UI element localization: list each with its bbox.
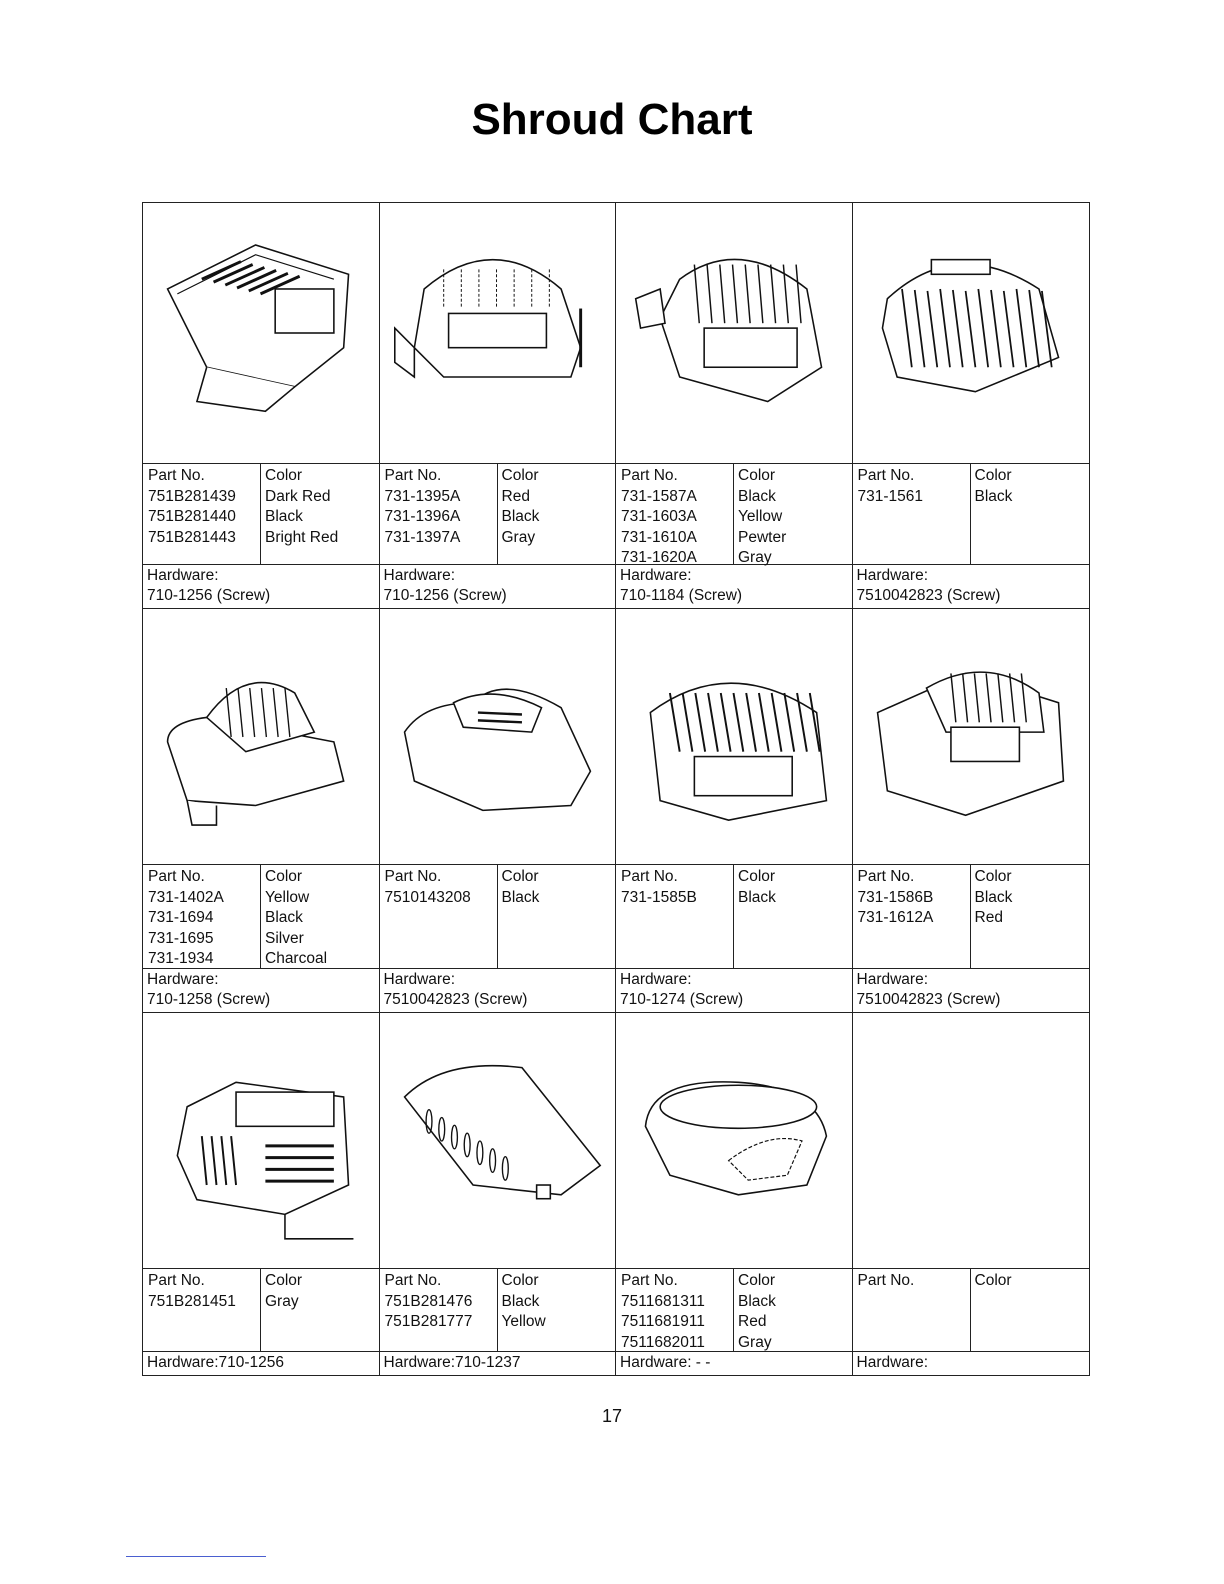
part-number-header: Part No. bbox=[384, 868, 442, 885]
color-column bbox=[498, 1269, 616, 1351]
part-number-column bbox=[616, 1269, 734, 1351]
hardware-value: 7510042823 (Screw) bbox=[856, 991, 1001, 1008]
part-color: Black bbox=[738, 487, 776, 505]
hardware-label: Hardware: bbox=[383, 567, 455, 584]
shroud-illustration bbox=[616, 203, 852, 464]
hardware-info bbox=[380, 565, 616, 608]
hardware-value: 710-1258 (Screw) bbox=[147, 991, 271, 1008]
hardware-info bbox=[616, 1352, 852, 1375]
shroud-illustration bbox=[616, 609, 852, 865]
shroud-cell bbox=[853, 609, 1090, 1012]
shroud-illustration bbox=[143, 203, 379, 464]
shroud-cell bbox=[616, 203, 853, 608]
part-number: 731-1612A bbox=[857, 909, 934, 926]
part-number: 731-1587A bbox=[621, 487, 697, 505]
parts-table bbox=[853, 1269, 1090, 1352]
shroud-illustration bbox=[616, 1013, 852, 1269]
part-color: Red bbox=[738, 1313, 767, 1330]
shroud-illustration bbox=[380, 609, 616, 865]
shroud-cell bbox=[616, 609, 853, 1012]
part-number: 731-1585B bbox=[621, 888, 697, 906]
part-color: Dark Red bbox=[265, 487, 331, 505]
hardware-label: Hardware: bbox=[856, 1354, 928, 1371]
shroud-dome-grille-icon bbox=[858, 228, 1083, 438]
page-title: Shroud Chart bbox=[471, 95, 753, 144]
color-column bbox=[971, 464, 1090, 564]
parts-table bbox=[853, 865, 1090, 969]
part-number-header: Part No. bbox=[621, 1272, 678, 1289]
part-color: Black bbox=[738, 1292, 776, 1310]
shroud-cell bbox=[380, 609, 617, 1012]
part-number-header: Part No. bbox=[384, 467, 442, 484]
hardware-info bbox=[853, 565, 1090, 608]
color-header: Color bbox=[501, 1272, 539, 1289]
part-number: 731-1395A bbox=[384, 487, 461, 505]
hardware-info bbox=[380, 1352, 616, 1375]
shroud-cell bbox=[143, 609, 380, 1012]
color-column bbox=[261, 865, 379, 968]
part-number: 731-1610A bbox=[621, 528, 697, 546]
color-column bbox=[498, 464, 616, 564]
part-number-column bbox=[616, 865, 734, 968]
parts-table bbox=[616, 1269, 852, 1352]
part-color: Silver bbox=[265, 929, 304, 947]
hardware-label: Hardware:710-1256 bbox=[147, 1354, 285, 1371]
parts-table bbox=[616, 464, 852, 565]
hardware-info bbox=[616, 969, 852, 1012]
part-number: 731-1603A bbox=[621, 508, 697, 525]
color-header: Color bbox=[265, 467, 303, 484]
part-number-header: Part No. bbox=[857, 467, 915, 484]
part-number: 731-1620A bbox=[621, 549, 697, 566]
hardware-info bbox=[143, 1352, 379, 1375]
part-number: 751B281451 bbox=[148, 1292, 236, 1310]
shroud-illustration bbox=[380, 1013, 616, 1269]
shroud-boxy-grille-icon bbox=[858, 632, 1083, 842]
part-number: 7511681911 bbox=[621, 1313, 705, 1330]
shroud-illustration bbox=[853, 1013, 1090, 1269]
part-number: 731-1561 bbox=[857, 487, 924, 505]
part-color: Yellow bbox=[265, 888, 310, 906]
shroud-ribbed-window-icon bbox=[621, 632, 846, 842]
hardware-value: 710-1256 (Screw) bbox=[147, 587, 271, 604]
part-number-header: Part No. bbox=[148, 1272, 205, 1289]
part-color: Black bbox=[501, 508, 540, 525]
hardware-label: Hardware: bbox=[383, 971, 455, 988]
part-color: Gray bbox=[738, 549, 772, 566]
hardware-label: Hardware: bbox=[856, 971, 928, 988]
color-header: Color bbox=[738, 1272, 776, 1289]
shroud-cell bbox=[853, 203, 1090, 608]
parts-table bbox=[380, 865, 616, 969]
hardware-label: Hardware: bbox=[856, 567, 928, 584]
part-color: Gray bbox=[501, 528, 536, 546]
part-number: 731-1694 bbox=[148, 909, 214, 926]
part-color: Black bbox=[501, 1292, 540, 1310]
part-color: Black bbox=[265, 508, 303, 525]
parts-table bbox=[380, 464, 616, 565]
part-number: 731-1397A bbox=[384, 528, 461, 546]
part-number-column bbox=[143, 865, 261, 968]
part-number-column bbox=[380, 865, 498, 968]
part-number: 7511682011 bbox=[621, 1333, 705, 1351]
shroud-cell bbox=[616, 1013, 853, 1375]
part-number-column bbox=[143, 464, 261, 564]
color-header: Color bbox=[501, 868, 539, 885]
hardware-value: 7510042823 (Screw) bbox=[383, 991, 528, 1008]
part-color: Black bbox=[738, 888, 776, 906]
hardware-value: 710-1256 (Screw) bbox=[383, 587, 507, 604]
part-number: 731-1934 bbox=[148, 950, 214, 967]
shroud-cell bbox=[853, 1013, 1090, 1375]
part-number: 7510143208 bbox=[384, 888, 471, 906]
hardware-label: Hardware: bbox=[147, 971, 219, 988]
hardware-info bbox=[380, 969, 616, 1012]
part-number: 731-1396A bbox=[384, 508, 461, 525]
part-color: Yellow bbox=[501, 1313, 546, 1330]
part-number-column bbox=[853, 1269, 971, 1351]
part-number: 751B281777 bbox=[384, 1313, 473, 1330]
hardware-value: 710-1274 (Screw) bbox=[620, 991, 744, 1008]
shroud-illustration bbox=[380, 203, 616, 464]
shroud-illustration bbox=[143, 609, 379, 865]
color-column bbox=[734, 464, 852, 564]
color-column bbox=[734, 865, 852, 968]
hardware-info bbox=[616, 565, 852, 608]
shroud-rounded-grille-icon bbox=[385, 228, 610, 438]
part-number: 751B281476 bbox=[384, 1292, 473, 1310]
part-color: Pewter bbox=[738, 528, 787, 546]
parts-table bbox=[380, 1269, 616, 1352]
part-number-header: Part No. bbox=[148, 467, 205, 484]
part-number-header: Part No. bbox=[621, 467, 678, 484]
part-number: 7511681311 bbox=[621, 1292, 705, 1310]
part-color: Black bbox=[501, 888, 540, 906]
parts-table bbox=[143, 865, 379, 969]
hardware-value: 710-1184 (Screw) bbox=[620, 587, 743, 604]
part-color: Yellow bbox=[738, 508, 783, 525]
part-number-header: Part No. bbox=[857, 868, 915, 885]
part-color: Red bbox=[501, 487, 530, 505]
color-header: Color bbox=[501, 467, 539, 484]
parts-table bbox=[143, 1269, 379, 1352]
color-header: Color bbox=[974, 467, 1012, 484]
color-column bbox=[734, 1269, 852, 1351]
color-column bbox=[261, 1269, 379, 1351]
part-number-column bbox=[380, 1269, 498, 1351]
part-number: 751B281440 bbox=[148, 508, 236, 525]
color-column bbox=[971, 1269, 1090, 1351]
part-color: Red bbox=[974, 909, 1003, 926]
shroud-chart-table bbox=[142, 202, 1090, 1376]
part-number-column bbox=[853, 464, 971, 564]
part-number-column bbox=[616, 464, 734, 564]
shroud-smooth-dome-icon bbox=[385, 632, 610, 842]
shroud-slotted-icon bbox=[148, 228, 373, 438]
shroud-slim-vented-icon bbox=[385, 1036, 610, 1246]
part-number-header: Part No. bbox=[621, 868, 678, 885]
chart-row bbox=[143, 203, 1089, 608]
part-color: Black bbox=[974, 888, 1013, 906]
color-column bbox=[498, 865, 616, 968]
part-number: 751B281439 bbox=[148, 487, 236, 505]
hardware-label: Hardware:710-1237 bbox=[383, 1354, 521, 1371]
hardware-info bbox=[853, 969, 1090, 1012]
shroud-cell bbox=[143, 203, 380, 608]
part-color: Bright Red bbox=[265, 528, 339, 546]
hardware-label: Hardware: bbox=[620, 567, 692, 584]
footer-divider bbox=[126, 1556, 266, 1557]
part-color: Gray bbox=[738, 1333, 772, 1351]
part-number: 751B281443 bbox=[148, 528, 236, 546]
chart-row bbox=[143, 1012, 1089, 1375]
part-color: Gray bbox=[265, 1292, 299, 1310]
parts-table bbox=[616, 865, 852, 969]
hardware-value: 7510042823 (Screw) bbox=[856, 587, 1001, 604]
part-number-header: Part No. bbox=[857, 1272, 915, 1289]
hardware-info bbox=[143, 565, 379, 608]
shroud-illustration bbox=[853, 609, 1090, 865]
parts-table bbox=[143, 464, 379, 565]
color-column bbox=[261, 464, 379, 564]
color-column bbox=[971, 865, 1090, 968]
page-number: 17 bbox=[601, 1406, 623, 1426]
shroud-illustration bbox=[853, 203, 1090, 464]
part-color: Black bbox=[974, 487, 1013, 505]
color-header: Color bbox=[265, 1272, 303, 1289]
part-number: 731-1586B bbox=[857, 888, 934, 906]
part-number-column bbox=[380, 464, 498, 564]
part-number-header: Part No. bbox=[384, 1272, 442, 1289]
shroud-cell bbox=[380, 203, 617, 608]
chart-row bbox=[143, 608, 1089, 1012]
hardware-label: Hardware: bbox=[147, 567, 219, 584]
color-header: Color bbox=[265, 868, 303, 885]
part-number-column bbox=[853, 865, 971, 968]
hardware-label: Hardware: bbox=[620, 971, 692, 988]
color-header: Color bbox=[738, 868, 776, 885]
part-number-header: Part No. bbox=[148, 868, 205, 885]
part-number-column bbox=[143, 1269, 261, 1351]
part-number: 731-1695 bbox=[148, 929, 214, 947]
shroud-grille-window-icon bbox=[621, 228, 846, 438]
part-color: Charcoal bbox=[265, 950, 328, 967]
part-number: 731-1402A bbox=[148, 888, 224, 906]
color-header: Color bbox=[974, 868, 1012, 885]
hardware-info bbox=[143, 969, 379, 1012]
shroud-cell bbox=[143, 1013, 380, 1375]
shroud-ring-icon bbox=[621, 1036, 846, 1246]
color-header: Color bbox=[738, 467, 776, 484]
shroud-flat-grille-icon bbox=[148, 632, 373, 842]
shroud-illustration bbox=[143, 1013, 379, 1269]
hardware-label: Hardware: - - bbox=[620, 1354, 711, 1371]
color-header: Color bbox=[974, 1272, 1012, 1289]
part-color: Black bbox=[265, 909, 303, 926]
hardware-info bbox=[853, 1352, 1090, 1375]
shroud-cell bbox=[380, 1013, 617, 1375]
parts-table bbox=[853, 464, 1090, 565]
shroud-vented-side-icon bbox=[148, 1036, 373, 1246]
